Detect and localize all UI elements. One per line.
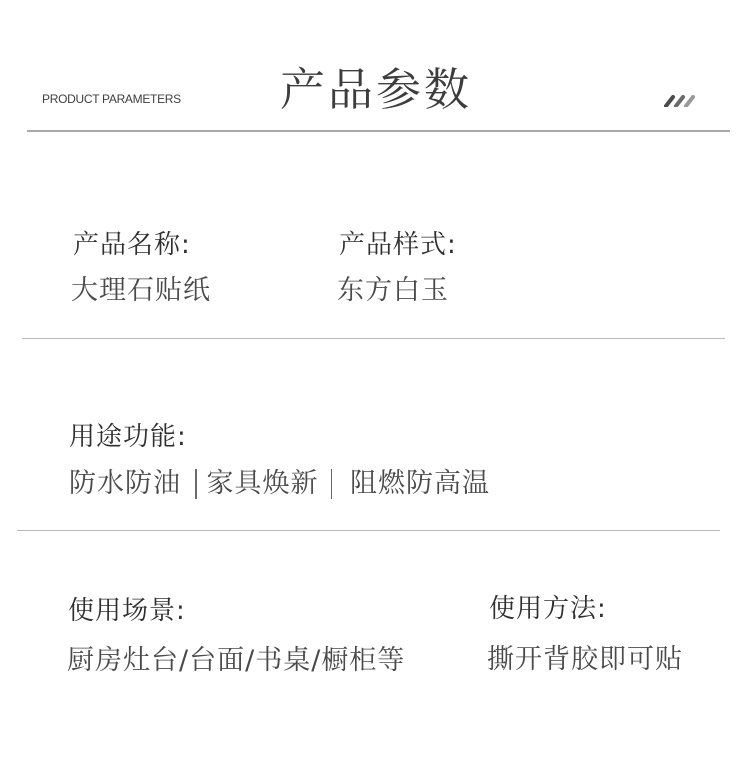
function-item: 阻燃防高温: [350, 468, 490, 499]
section-divider: [22, 338, 725, 339]
header-rule: [27, 130, 730, 132]
header-subtitle-en: PRODUCT PARAMETERS: [42, 92, 181, 106]
product-name-label: 产品名称:: [73, 230, 191, 260]
separator: [195, 469, 197, 499]
function-item: 防水防油: [69, 468, 181, 499]
function-values: [69, 467, 490, 501]
product-name-value: 大理石贴纸: [71, 275, 211, 306]
usage-scene-label: 使用场景:: [68, 596, 186, 626]
page-title: 产品参数: [280, 63, 473, 116]
usage-method-label: 使用方法:: [489, 594, 607, 624]
slash-marks-icon: [664, 95, 698, 107]
section-divider: [17, 530, 720, 531]
usage-scene-value: 厨房灶台/台面/书桌/橱柜等: [67, 645, 406, 676]
product-style-label: 产品样式:: [339, 230, 457, 260]
usage-method-value: 撕开背胶即可贴: [487, 644, 683, 675]
function-item: 家具焕新: [206, 468, 319, 499]
function-label: 用途功能:: [69, 422, 187, 452]
separator: [331, 469, 333, 499]
product-style-value: 东方白玉: [337, 275, 449, 306]
